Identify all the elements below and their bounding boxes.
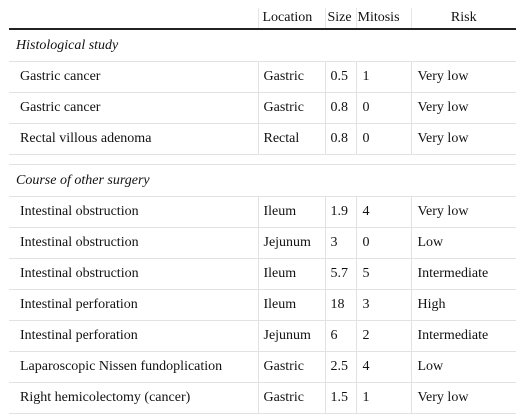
cell-mitosis: 4 bbox=[356, 197, 411, 228]
cell-mitosis: 4 bbox=[356, 352, 411, 383]
cell-mitosis: 3 bbox=[356, 290, 411, 321]
cell-risk: Low bbox=[411, 352, 516, 383]
cell-name: Gastric cancer bbox=[9, 93, 258, 124]
header-name bbox=[9, 8, 258, 29]
section-title: Histological study bbox=[9, 29, 516, 62]
cell-size: 5.7 bbox=[325, 259, 356, 290]
cell-name: Rectal villous adenoma bbox=[9, 124, 258, 155]
cell-name: Intestinal obstruction bbox=[9, 197, 258, 228]
cell-location: Jejunum bbox=[258, 321, 325, 352]
cell-location: Ileum bbox=[258, 290, 325, 321]
header-risk: Risk bbox=[411, 8, 516, 29]
cell-size: 6 bbox=[325, 321, 356, 352]
cell-mitosis: 1 bbox=[356, 62, 411, 93]
cell-location: Gastric bbox=[258, 352, 325, 383]
cell-mitosis: 5 bbox=[356, 259, 411, 290]
header-mitosis: Mitosis bbox=[356, 8, 411, 29]
cell-location: Rectal bbox=[258, 124, 325, 155]
cell-name: Intestinal obstruction bbox=[9, 228, 258, 259]
cell-risk: Low bbox=[411, 228, 516, 259]
table-row bbox=[9, 290, 516, 321]
cell-name: Laparoscopic Nissen fundoplication bbox=[9, 352, 258, 383]
cell-location: Ileum bbox=[258, 259, 325, 290]
cell-size: 0.5 bbox=[325, 62, 356, 93]
cell-mitosis: 1 bbox=[356, 383, 411, 414]
table-row bbox=[9, 321, 516, 352]
cell-size: 0.8 bbox=[325, 93, 356, 124]
cell-mitosis: 0 bbox=[356, 228, 411, 259]
cell-mitosis: 0 bbox=[356, 124, 411, 155]
cell-location: Jejunum bbox=[258, 228, 325, 259]
section-header-row bbox=[9, 165, 516, 197]
cell-risk: Very low bbox=[411, 93, 516, 124]
cell-mitosis: 0 bbox=[356, 93, 411, 124]
cell-name: Gastric cancer bbox=[9, 62, 258, 93]
table-row bbox=[9, 62, 516, 93]
cell-size: 1.5 bbox=[325, 383, 356, 414]
cell-risk: High bbox=[411, 290, 516, 321]
cell-risk: Very low bbox=[411, 383, 516, 414]
table-row bbox=[9, 197, 516, 228]
cell-risk: Very low bbox=[411, 197, 516, 228]
cell-size: 18 bbox=[325, 290, 356, 321]
cell-risk: Intermediate bbox=[411, 259, 516, 290]
section-title: Course of other surgery bbox=[9, 165, 516, 197]
header-location: Location bbox=[258, 8, 325, 29]
table-row bbox=[9, 383, 516, 414]
cell-name: Intestinal perforation bbox=[9, 290, 258, 321]
table-row bbox=[9, 352, 516, 383]
table-row bbox=[9, 259, 516, 290]
header-row bbox=[9, 8, 516, 29]
gist-cases-table bbox=[9, 8, 516, 414]
cell-name: Intestinal perforation bbox=[9, 321, 258, 352]
spacer-cell bbox=[9, 155, 516, 165]
table-row bbox=[9, 93, 516, 124]
cell-size: 3 bbox=[325, 228, 356, 259]
cell-size: 2.5 bbox=[325, 352, 356, 383]
cell-size: 1.9 bbox=[325, 197, 356, 228]
cell-risk: Intermediate bbox=[411, 321, 516, 352]
cell-location: Ileum bbox=[258, 197, 325, 228]
cell-risk: Very low bbox=[411, 62, 516, 93]
table-row bbox=[9, 228, 516, 259]
cell-mitosis: 2 bbox=[356, 321, 411, 352]
cell-location: Gastric bbox=[258, 383, 325, 414]
cell-size: 0.8 bbox=[325, 124, 356, 155]
cell-name: Intestinal obstruction bbox=[9, 259, 258, 290]
cell-location: Gastric bbox=[258, 93, 325, 124]
header-size: Size bbox=[325, 8, 356, 29]
section-spacer bbox=[9, 155, 516, 165]
section-header-row bbox=[9, 29, 516, 62]
table-row bbox=[9, 124, 516, 155]
cell-risk: Very low bbox=[411, 124, 516, 155]
cell-location: Gastric bbox=[258, 62, 325, 93]
cell-name: Right hemicolectomy (cancer) bbox=[9, 383, 258, 414]
